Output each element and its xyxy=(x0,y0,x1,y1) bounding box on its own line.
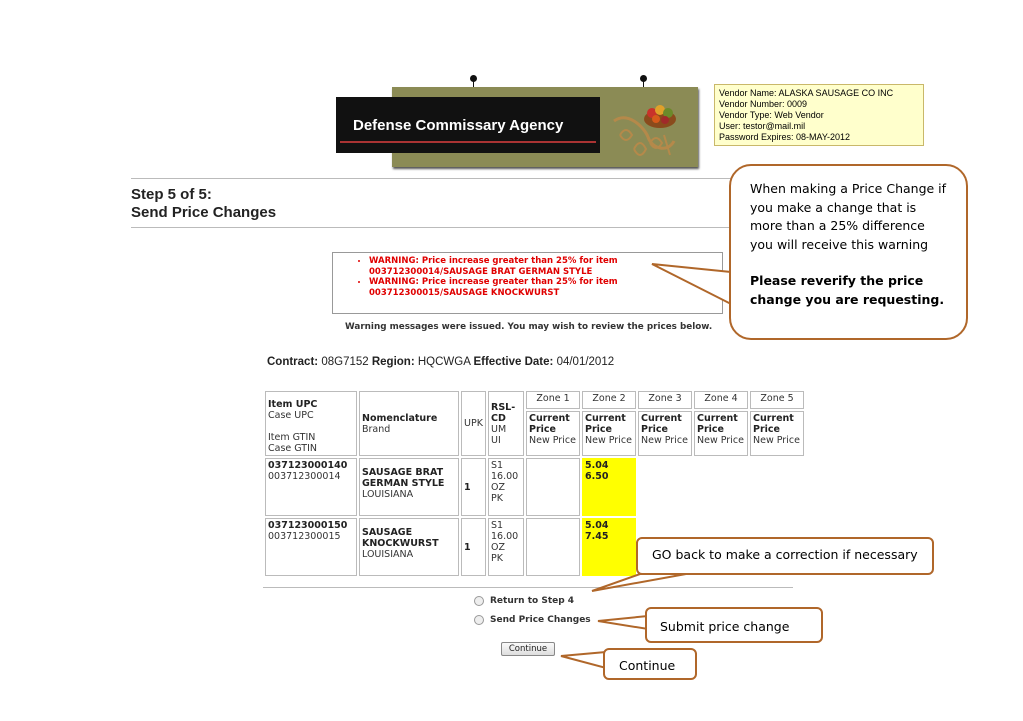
unit-measure: 16.00 OZ xyxy=(491,471,519,493)
header-current-price: Current Price xyxy=(753,413,794,436)
vendor-name: Vendor Name: ALASKA SAUSAGE CO INC xyxy=(719,88,894,98)
case-upc: 003712300014 xyxy=(268,471,341,482)
item-nomenclature: SAUSAGE KNOCKWURST xyxy=(362,527,439,549)
header-case-gtin: Case GTIN xyxy=(268,443,318,454)
case-upc: 003712300015 xyxy=(268,531,341,542)
header-zone-4: Zone 4 xyxy=(694,391,748,409)
header-current-price: Current Price xyxy=(529,413,570,436)
vendor-user: User: testor@mail.mil xyxy=(719,121,806,131)
submit-callout: Submit price change xyxy=(645,607,823,643)
contract-value: 08G7152 xyxy=(321,356,369,368)
current-price: 5.04 xyxy=(585,520,609,531)
header-ui: UI xyxy=(491,434,501,446)
item-upc: 037123000140 xyxy=(268,460,348,471)
rsl-code: S1 xyxy=(491,460,504,471)
header-new-price: New Price xyxy=(753,435,800,447)
callout-main-bold: Please reverify the price change you are requesting. xyxy=(750,273,945,307)
contract-label: Contract: xyxy=(267,356,319,368)
header-nomenclature-label: Nomenclature xyxy=(362,412,438,424)
warning-message: • WARNING: Price increase greater than 25% for item 003712300014/SAUSAGE BRAT GERMAN STYLE xyxy=(369,256,639,277)
effective-date-value: 04/01/2012 xyxy=(556,356,615,368)
upk-cell: 1 xyxy=(461,458,486,516)
header-new-price: New Price xyxy=(641,435,688,447)
callout-main-text: When making a Price Change if you make a change that is more than a 25% difference you will receive this warning xyxy=(750,181,947,252)
header-case-upc: Case UPC xyxy=(268,410,314,421)
new-price: 6.50 xyxy=(585,471,609,482)
header-new-price: New Price xyxy=(697,435,744,447)
warning-note: Warning messages were issued. You may wish to review the prices below. xyxy=(345,322,713,332)
warning-message: • WARNING: Price increase greater than 25% for item 003712300015/SAUSAGE KNOCKWURST xyxy=(369,277,639,298)
header-new-price: New Price xyxy=(585,435,632,447)
header-um: UM xyxy=(491,423,507,435)
continue-button[interactable]: Continue xyxy=(501,642,555,656)
effective-date-label: Effective Date: xyxy=(473,356,554,368)
return-to-step-4-label[interactable]: Return to Step 4 xyxy=(490,596,575,606)
header-item-gtin: Item GTIN xyxy=(268,432,316,443)
header-zone-5: Zone 5 xyxy=(750,391,804,409)
header-zone-3: Zone 3 xyxy=(638,391,692,409)
region-label: Region: xyxy=(371,356,415,368)
header-zone-1: Zone 1 xyxy=(526,391,580,409)
go-back-callout: GO back to make a correction if necessary xyxy=(636,537,934,575)
price-warning-callout xyxy=(729,164,968,340)
item-brand: LOUISIANA xyxy=(362,549,414,560)
vendor-number: Vendor Number: 0009 xyxy=(719,99,808,109)
unit-issue: PK xyxy=(491,553,503,564)
current-price: 5.04 xyxy=(585,460,609,471)
unit-measure: 16.00 OZ xyxy=(491,531,519,553)
new-price: 7.45 xyxy=(585,531,609,542)
vendor-type: Vendor Type: Web Vendor xyxy=(719,110,824,120)
send-price-changes-label[interactable]: Send Price Changes xyxy=(490,615,591,625)
rsl-code: S1 xyxy=(491,520,504,531)
region-value: HQCWGA xyxy=(417,356,471,368)
step-indicator: Step 5 of 5: xyxy=(131,186,212,203)
password-expires: Password Expires: 08-MAY-2012 xyxy=(719,132,851,142)
unit-issue: PK xyxy=(491,493,503,504)
upk-cell: 1 xyxy=(461,518,486,576)
header-current-price: Current Price xyxy=(585,413,626,436)
header-upk: UPK xyxy=(461,391,486,456)
header-current-price: Current Price xyxy=(641,413,682,436)
header-brand: Brand xyxy=(362,423,391,435)
header-zone-2: Zone 2 xyxy=(582,391,636,409)
agency-title: Defense Commissary Agency xyxy=(353,117,564,134)
continue-callout: Continue xyxy=(603,648,697,680)
item-brand: LOUISIANA xyxy=(362,489,414,500)
header-current-price: Current Price xyxy=(697,413,738,436)
header-item-upc: Item UPC xyxy=(268,399,318,410)
item-nomenclature: SAUSAGE BRAT GERMAN STYLE xyxy=(362,467,445,489)
step-name: Send Price Changes xyxy=(131,204,277,221)
header-new-price: New Price xyxy=(529,435,576,447)
header-rsl-cd: RSL-CD xyxy=(491,401,516,424)
item-upc: 037123000150 xyxy=(268,520,348,531)
